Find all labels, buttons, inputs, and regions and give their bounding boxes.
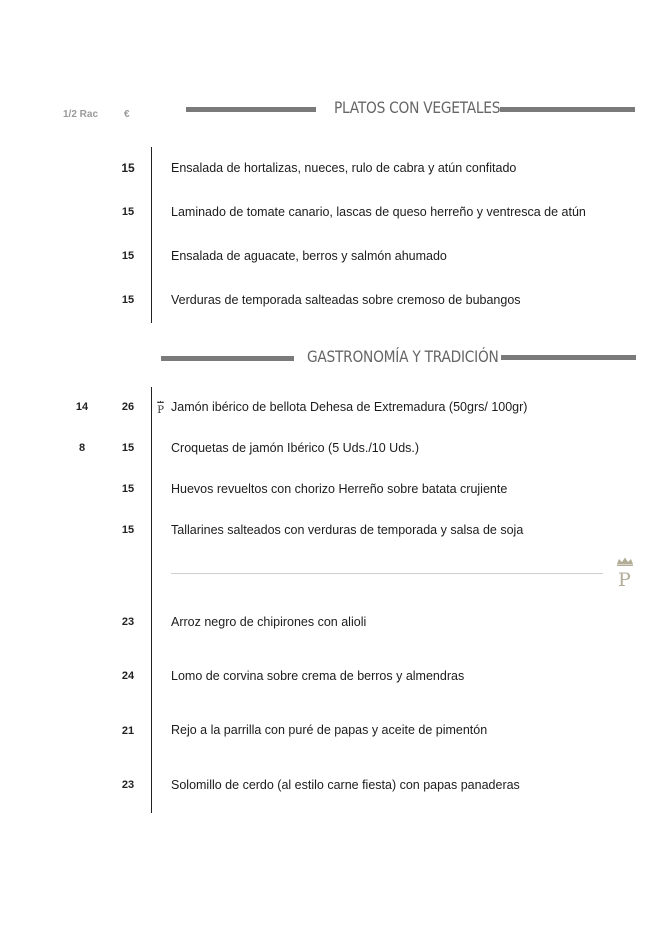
item-price: 15 bbox=[121, 161, 135, 175]
dish-name: Croquetas de jamón Ibérico (5 Uds./10 Uds.) bbox=[171, 441, 420, 455]
dish-name: Tallarines salteados con verduras de temporada y salsa de soja bbox=[171, 523, 524, 537]
svg-text:P: P bbox=[157, 405, 164, 414]
section-bar-left bbox=[161, 356, 294, 361]
dish-name: Ensalada de hortalizas, nueces, rulo de cabra y atún confitado bbox=[171, 161, 517, 175]
dish-name: Rejo a la parrilla con puré de papas y aceite de pimentón bbox=[171, 723, 488, 737]
item-price: 15 bbox=[121, 206, 135, 218]
item-price: 23 bbox=[121, 779, 135, 791]
dish-name: Lomo de corvina sobre crema de berros y almendras bbox=[171, 669, 465, 683]
section-bar-left bbox=[186, 107, 316, 112]
crown-p-logo bbox=[614, 556, 636, 588]
dish-name: Huevos revueltos con chorizo Herreño sobre batata crujiente bbox=[171, 482, 508, 496]
item-price: 15 bbox=[121, 250, 135, 262]
dish-name: Jamón ibérico de bellota Dehesa de Extremadura (50grs/ 100gr) bbox=[171, 400, 528, 414]
section-divider bbox=[171, 573, 603, 574]
item-price: 23 bbox=[121, 616, 135, 628]
crown-p-icon bbox=[156, 400, 165, 414]
dish-name: Verduras de temporada salteadas sobre cremoso de bubangos bbox=[171, 293, 521, 307]
item-price: 15 bbox=[121, 483, 135, 495]
section-rule bbox=[151, 147, 152, 323]
item-half-price: 8 bbox=[78, 442, 86, 454]
dish-name: Laminado de tomate canario, lascas de queso herreño y ventresca de atún bbox=[171, 205, 586, 219]
item-price: 15 bbox=[121, 442, 135, 454]
item-price: 21 bbox=[121, 725, 135, 737]
dish-name: Ensalada de aguacate, berros y salmón ahumado bbox=[171, 249, 447, 263]
item-half-price: 14 bbox=[75, 401, 89, 413]
logo-letter: P bbox=[618, 569, 631, 588]
section-title-vegetales: PLATOS CON VEGETALES bbox=[334, 98, 501, 117]
half-portion-header: 1/2 Rac bbox=[63, 109, 99, 120]
item-price: 24 bbox=[121, 670, 135, 682]
section-rule bbox=[151, 387, 152, 813]
price-header: € bbox=[124, 109, 130, 120]
item-price: 15 bbox=[121, 294, 135, 306]
dish-name: Solomillo de cerdo (al estilo carne fiesta) con papas panaderas bbox=[171, 778, 520, 792]
section-bar-right bbox=[500, 107, 635, 112]
dish-name: Arroz negro de chipirones con alioli bbox=[171, 615, 367, 629]
section-title-gastronomia: GASTRONOMÍA Y TRADICIÓN bbox=[307, 347, 499, 366]
item-price: 26 bbox=[121, 401, 135, 413]
section-bar-right bbox=[501, 355, 636, 360]
item-price: 15 bbox=[121, 524, 135, 536]
